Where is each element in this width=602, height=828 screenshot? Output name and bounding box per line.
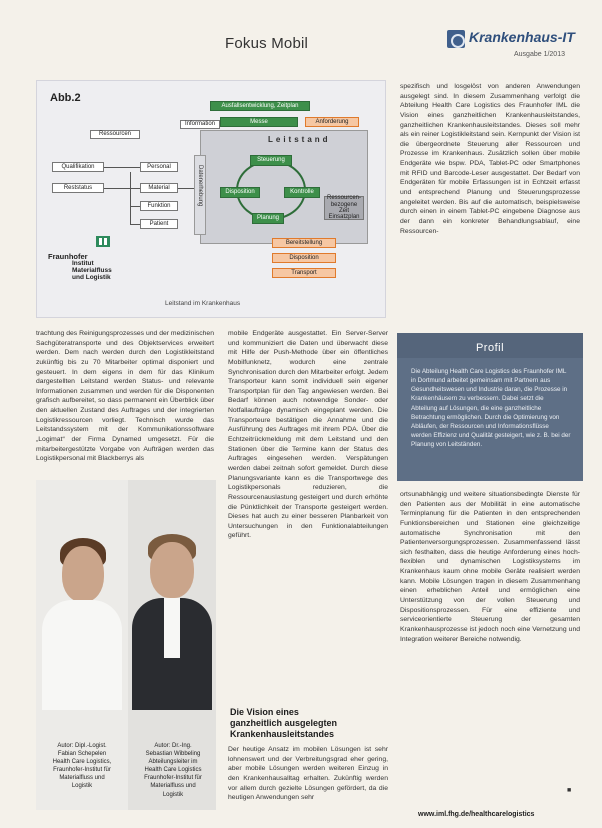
diagram-box-reststatus: Reststatus — [52, 183, 104, 193]
subheading-line-2: ganzheitlich ausgelegten — [230, 717, 338, 728]
caption-left-line: Health Care Logistics, — [52, 759, 112, 766]
article-subheading — [230, 707, 337, 739]
article-column-right-bottom: ortsunabhängig und weitere situationsbedingte Dienste für den Patienten aus der Mobilität in eine automatische Terminplanung für die Patienten in den entsprechenden Funktionsbereichen und Stationen eine gleichzeitige automatische Synchronisation mit den Patientenversorgungsprozessen. Zusammenfassend lässt sich festhalten, dass die heutige Anforderung eines hoch-flexiblen und dynamischen Logistiksystems im Krankenhaus kaum ohne mobile Geräte realisiert werden kann. Mobile Lösungen tragen in diesem Zusammenhang einen erheblichen Anteil und ermöglichen eine Unterstützung von der vollen Steuerung und Dispositionsprozessen. Für eine effiziente und serviceorientierte Steuerung der gesamten Krankenhausprozesse ist jedoch noch eine Vernetzung und Integration weiterer Bereiche notwendig. — [400, 491, 580, 643]
fraunhofer-logo-icon — [96, 236, 110, 247]
diagram-box-messe: Messe — [220, 117, 298, 127]
author-right-face — [150, 542, 194, 598]
diagram-connector — [130, 172, 131, 224]
diagram-connector — [104, 188, 140, 189]
caption-right-line: Sebastian Wibbeling — [145, 751, 201, 758]
profile-box — [397, 333, 583, 481]
diagram-side-label: Datenerhebung — [197, 165, 203, 207]
caption-left-line: Logistik — [71, 783, 93, 790]
caption-left-line: Materialfluss und — [59, 775, 105, 782]
caption-right-line: Health Care Logistics — [144, 767, 202, 774]
institute-line-2: Materialfluss — [72, 266, 112, 274]
diagram-box-personal: Personal — [140, 162, 178, 172]
diagram-leitstand-title: Leitstand — [268, 135, 331, 144]
caption-right-line: Materialfluss und — [150, 783, 196, 790]
issue-label: Ausgabe 1/2013 — [514, 51, 565, 58]
article-column-right-top: spezifisch und losgelöst von anderen Anwendungen ausgelegt sind. In diesem Zusammenhang verfolgt die Abteilung Health Care Logistics des Fraunhofer IML die Vision eines ganzheitlichen Krankenhausleitstandes, ganzheitlichen Krankenhausleitstandes. Dieses soll mehr als ein reiner Logistikleitstand sein. Kernpunkt der Vision ist die übergeordnete Steuerung aller Ressourcen und Prozesse im Krankenhaus. Zusätzlich sollen über mobile Endgeräte wie bspw. PDA, Tablet-PC oder Smartphones mit RFID und Barcode-Leser ausgestattet. Der Bedarf von Endgeräten für mobile Erfassungen ist in Echtzeit erfasst und entsprechend Planung und Steuerungsprozesse angeleitet werden. Bis auf die automatisch, beispielsweise durch einen in einem Tablet-PC eingebene Diagnose aus der dann ein konkreter Behandlungsablauf, eine Ressourcen- — [400, 83, 580, 235]
subheading-line-3: Krankenhausleitstandes — [230, 728, 335, 739]
diagram-connector — [178, 188, 194, 189]
author-left-face — [62, 546, 104, 602]
caption-right-line: Autor: Dr.-Ing. — [154, 743, 192, 749]
caption-right-line: Abteilungsleiter im — [148, 759, 198, 766]
figure-caption: Leitstand im Krankenhaus — [165, 300, 241, 307]
diagram-box-funktion: Funktion — [140, 201, 178, 211]
institute-name: Fraunhofer — [48, 252, 88, 261]
diagram-box-transport: Transport — [272, 268, 336, 278]
caption-right-line: Fraunhofer-Institut für — [144, 775, 202, 782]
caption-right-line: Logistik — [162, 791, 184, 798]
end-of-article-mark: ■ — [567, 787, 572, 794]
figure-label: Abb.2 — [50, 92, 81, 104]
diagram-box-information: Information — [180, 120, 220, 129]
author-left-shirt — [42, 600, 122, 710]
diagram-box-qualifikation: Qualifikation — [52, 162, 104, 172]
diagram-box-anforderung: Anforderung — [305, 117, 359, 127]
author-right-shirt — [164, 598, 180, 658]
diagram-box-ressourcen: Ressourcen — [90, 130, 140, 139]
institute-lines — [72, 261, 112, 281]
institute-line-3: und Logistik — [72, 273, 111, 281]
diagram-box-cycle-right: Kontrolle — [284, 187, 320, 198]
article-column-middle-bottom: Der heutige Ansatz im mobilen Lösungen ist sehr lohnenswert und der Verbreitungsgrad eher gering, aber mobile Lösungen werden weiteren Einzug in den Krankenhausalltag erhalten. Zukünftig werden vor allem durch gezielte Lösungen gefördert, da die heutigen Anwendungen sehr — [228, 746, 388, 802]
caption-left-line: Fabian Schepelen — [57, 751, 107, 758]
diagram-connector — [104, 167, 140, 168]
article-column-left: trachtung des Reinigungsprozesses und der medizinischen Sachgüteratransporte und des Objektservices erweitert werden. Dem nach werden durch den Logistikleitstand zukünftig bis zu 70 Mitarbeiter optimal disponiert und gesteuert. In dem eigens in dem für das Klinikum dargestellten Leitstand werden Status- und relevante Informationen zusammen und werden für die Disponenten grafisch aufbereitet, so dass permanent ein Überblick über den aktuellen Zustand des Auftrages und der integrierten Logistikressourcen vorliegt. Technisch wurde das Leitstandssystem mit der Kommunikationssoftware „Logimat“ der Firma Dynamed umgesetzt. Für die mitarbeitergestützte Vorgabe von Aufträgen werden das Logistikpersonal mit Blackberrys als — [36, 330, 214, 463]
brand-name: Krankenhaus-IT — [469, 29, 575, 45]
diagram-connector — [130, 206, 140, 207]
institute-line-1: Institut — [72, 260, 94, 267]
section-title: Fokus Mobil — [225, 35, 309, 52]
diagram-box-patient: Patient — [140, 219, 178, 229]
diagram-box-steuerung: Steuerung — [250, 155, 292, 166]
author-caption-right — [133, 742, 213, 799]
caption-left-line: Fraunhofer-Institut für — [53, 767, 111, 774]
profile-text: Die Abteilung Health Care Logistics des Fraunhofer IML in Dortmund arbeitet gemeinsam mit Partnern aus Gesundheitswesen und Industrie daran, die Prozesse in Krankenhäusern zu verbessern. Dabei setzt die Abteilung auf Lösungen, die eine ganzheitliche Betrachtung ermöglichen. Durch die Optimierung von Abläufen, der Ressourcen und Informationsflüsse werden Effizienz und Qualität gesteigert, wie z. B. bei der Planung von Leitständen. — [411, 368, 571, 448]
author-caption-left — [42, 742, 122, 791]
article-column-middle: mobile Endgeräte ausgestattet. Ein Server-Server und kommuniziert die Daten und überwacht diese mit Hilfe der Push-Methode über ein öffentliches Mobilfunknetz, wodurch eine zentrale Synchronisation durch den Mitarbeiter erfolgt. Jedem Transporteur kann somit individuell sein eigener Transportplan für den Tag angewiesen werden. Bei Bedarf können auch notwendige Sonder- oder Notfallaufträge dynamisch eingeplant werden. Die Transporteure bestätigen die Annahme und die Ausführung des Auftrages mit ihrem PDA. Über die Echtzeitrückmeldung mit dem Leitstand und den Stationen über die Termine kann der Status des Auftrages eingesehen werden. Verspätungen werden dabei zeitnah sofort gemeldet. Durch diese Planungsvariante kann es die Transportwege des Logistikpersonals reduzieren, die Ressourcenauslastung gesteigert und durch erhöhte die Pünktlichkeit der Transporte gesteigert werden. Dieses hat auch zu einer besseren Planbarkeit von Untersuchungen in den Funktionalabteilungen geführt. — [228, 330, 388, 540]
brand-logo-icon — [447, 30, 465, 48]
footer-url[interactable]: www.iml.fhg.de/healthcarelogistics — [418, 811, 535, 818]
profile-title: Profil — [475, 342, 505, 354]
diagram-box-material: Material — [140, 183, 178, 193]
subheading-line-1: Die Vision eines — [230, 707, 299, 717]
diagram-box-cycle-left: Disposition — [220, 187, 260, 198]
diagram-box-disposition: Disposition — [272, 253, 336, 263]
diagram-connector — [130, 224, 140, 225]
diagram-box-ressourcen-zeit: Ressourcen- bezogene Zeit Einsatzplan — [324, 196, 364, 220]
diagram-box-cycle-bottom: Planung — [252, 213, 284, 224]
diagram-box-bereitstellung: Bereitstellung — [272, 238, 336, 248]
diagram-box-zentrale: Ausfallsentwicklung, Zeitplan — [210, 101, 310, 111]
caption-left-line: Autor: Dipl.-Logist. — [57, 743, 107, 749]
